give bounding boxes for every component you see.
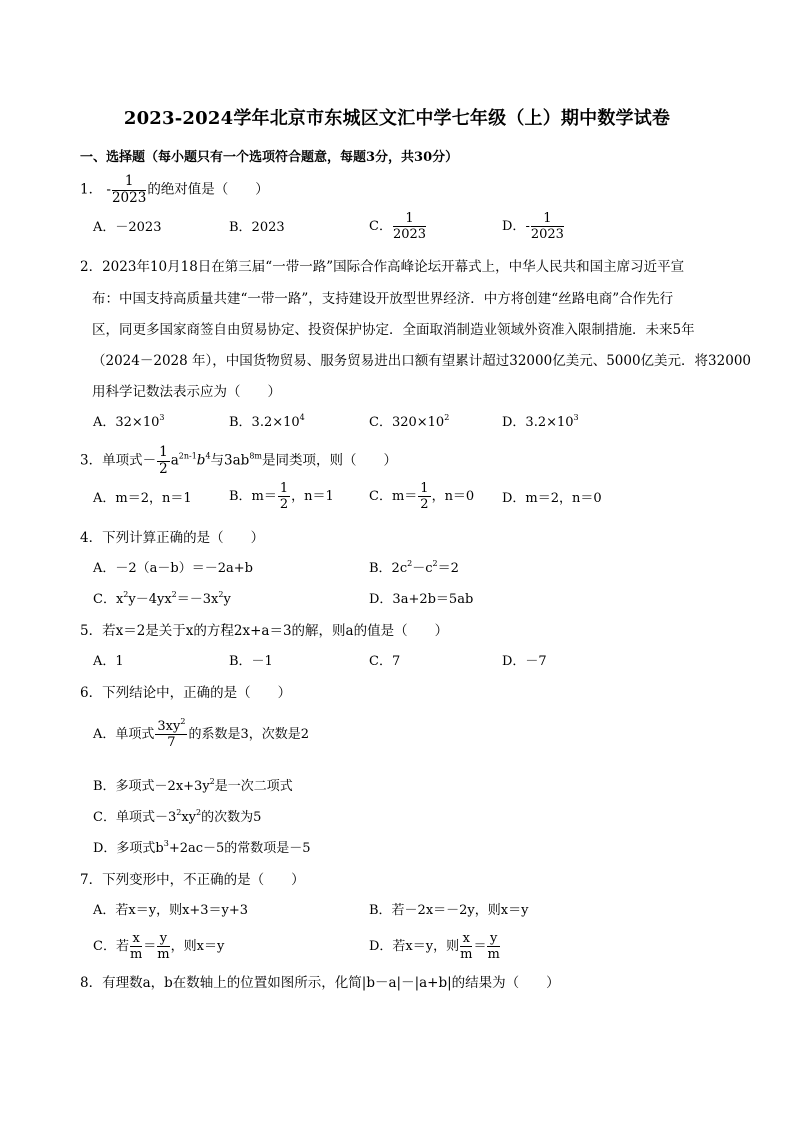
q5-option-d: D．－7 xyxy=(502,654,547,669)
q6-stem: 6．下列结论中，正确的是（ ） xyxy=(80,685,292,701)
q3-option-b: B．m＝ $\frac{1}{2}$ ，n＝1 xyxy=(229,481,334,512)
section-heading: 一、选择题（每小题只有一个选项符合题意，每题3分，共30分） xyxy=(80,150,459,165)
q1-option-d: D．- $\frac{1}{2023}$ xyxy=(502,211,564,242)
q1-option-b: B．2023 xyxy=(229,220,285,235)
q4-stem: 4．下列计算正确的是（ ） xyxy=(80,530,265,546)
q2-line-2: 布：中国支持高质量共建“一带一路”，支持建设开放型世界经济．中方将创建“丝路电商”合作先行 xyxy=(92,291,674,307)
q6-option-a: A．单项式 $\frac{3xy^2}{7}$ 的系数是3，次数是2 xyxy=(93,717,309,750)
q2-line-1: 2．2023年10月18日在第三届“一带一路”国际合作高峰论坛开幕式上，中华人民共和国主席习近平宣 xyxy=(80,259,685,275)
q1-minus: - xyxy=(106,181,111,198)
q2-option-d: D．$3.2\times 10^3$ xyxy=(502,413,579,430)
q2-option-a: A．$32\times 10^3$ xyxy=(93,413,165,430)
q4-option-c: C．$x^2y-4yx^2=-3x^2y$ xyxy=(93,590,231,607)
q4-option-a: A．－2（a－b）＝－2a+b xyxy=(93,561,253,576)
q5-stem: 5．若x＝2是关于x的方程2x+a＝3的解，则a的值是（ ） xyxy=(80,623,449,639)
q7-option-d: D．若x＝y，则 $\frac{x}{m}$ ＝ $\frac{y}{m}$ xyxy=(369,931,500,962)
q4-option-d: D．3a+2b＝5ab xyxy=(369,592,474,607)
q2-option-c: C．$320\times 10^2$ xyxy=(369,413,450,430)
q5-option-c: C．7 xyxy=(369,654,401,669)
q7-stem: 7．下列变形中，不正确的是（ ） xyxy=(80,872,305,888)
q8-stem: 8．有理数a，b在数轴上的位置如图所示，化简|b－a|－|a+b|的结果为（ ） xyxy=(80,975,560,991)
q1-stem: 的绝对值是（ ） xyxy=(147,181,269,198)
page-title: 2023-2024学年北京市东城区文汇中学七年级（上）期中数学试卷 xyxy=(123,108,671,129)
question-1 xyxy=(80,175,269,205)
q6-option-c: C．单项式$-3^2xy^2$的次数为5 xyxy=(93,808,262,825)
q5-option-a: A．1 xyxy=(93,654,124,669)
q7-option-a: A．若x＝y，则x+3＝y+3 xyxy=(93,903,249,918)
q6-option-d: D．多项式$b^3+2ac-5$的常数项是－5 xyxy=(93,839,311,856)
q5-option-b: B．－1 xyxy=(229,654,273,669)
q1-option-a: A．－2023 xyxy=(93,220,162,235)
q3-option-c: C．m＝ $\frac{1}{2}$ ，n＝0 xyxy=(369,481,475,512)
q2-line-3: 区，同更多国家商签自由贸易协定、投资保护协定．全面取消制造业领域外资准入限制措施．未来5年 xyxy=(92,322,695,338)
q2-line-5: 用科学记数法表示应为（ ） xyxy=(92,384,281,400)
q1-fraction: $\frac{1}{2023}$ xyxy=(111,173,147,206)
q7-option-c: C．若 $\frac{x}{m}$ ＝ $\frac{y}{m}$ ，则x＝y xyxy=(93,931,225,962)
q2-line-4: （2024－2028 年），中国货物贸易、服务贸易进出口额有望累计超过32000亿美元、5000亿美元．将32000 xyxy=(92,353,752,369)
q3-option-d: D．m＝2，n＝0 xyxy=(502,491,602,506)
question-3: 3．单项式－ $\frac{1}{2}$ $a^{2n-1}b^4$与$3ab^{8m}$是同类项，则（ ） xyxy=(80,444,398,477)
q1-option-c: C． $\frac{1}{2023}$ xyxy=(369,211,427,242)
q3-option-a: A．m＝2，n＝1 xyxy=(93,491,192,506)
q7-option-b: B．若－2x＝－2y，则x＝y xyxy=(369,903,529,918)
q1-number: 1． xyxy=(80,181,103,198)
q6-option-b: B．多项式$-2x+3y^2$是一次二项式 xyxy=(93,777,293,794)
q2-option-b: B．$3.2\times 10^4$ xyxy=(229,413,305,430)
q4-option-b: B．$2c^2-c^2=2$ xyxy=(369,559,459,576)
